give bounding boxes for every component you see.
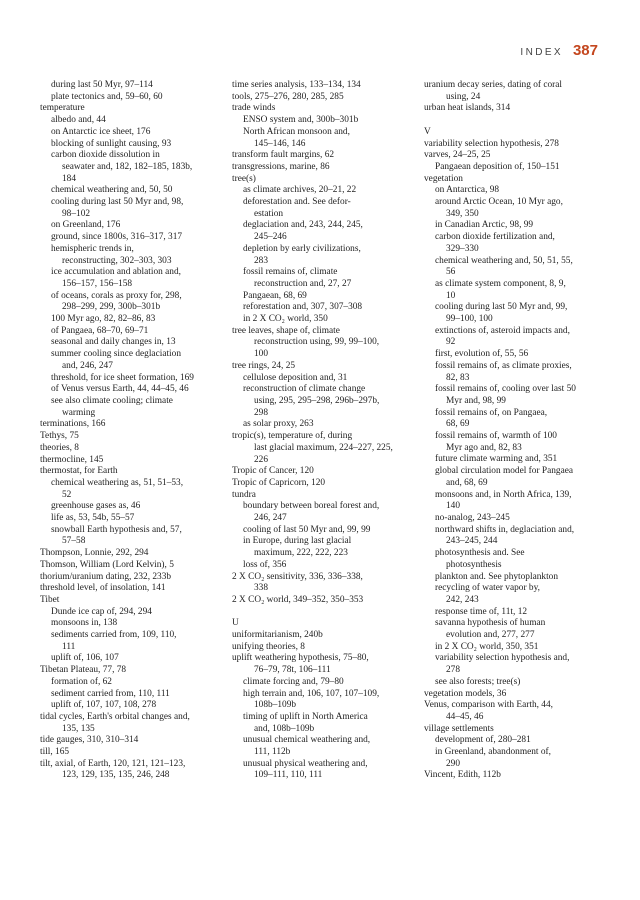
index-entry: transgressions, marine, 86	[232, 161, 330, 172]
index-entry: tropic(s), temperature of, during	[232, 431, 353, 442]
index-entry: 349, 350	[446, 208, 479, 219]
index-entry: using, 24	[446, 91, 481, 102]
index-entry: northward shifts in, deglaciation and,	[435, 524, 575, 535]
index-entry: fossil remains of, climate	[243, 267, 338, 278]
index-entry: of oceans, corals as proxy for, 298,	[51, 290, 182, 301]
index-entry: cooling during last 50 Myr and, 98,	[51, 197, 184, 208]
index-entry: tide gauges, 310, 310–314	[40, 735, 139, 746]
index-entry: on Antarctic ice sheet, 176	[51, 126, 151, 137]
index-entry: 2 X CO₂ world, 349–352, 350–353	[232, 594, 364, 605]
index-entry: plankton and. See phytoplankton	[435, 571, 559, 582]
index-entry: thorium/uranium dating, 232, 233b	[40, 571, 172, 582]
index-entry: sediment carried from, 110, 111	[51, 688, 170, 699]
index-entry: Thompson, Lonnie, 292, 294	[40, 548, 149, 559]
index-entry: thermocline, 145	[40, 454, 104, 465]
index-entry: 76–79, 78t, 106–111	[254, 665, 331, 676]
index-entry: fossil remains of, warmth of 100	[435, 431, 557, 442]
index-entry: Myr ago and, 82, 83	[446, 442, 522, 453]
index-entry: of Venus versus Earth, 44, 44–45, 46	[51, 384, 189, 395]
running-head	[520, 42, 598, 59]
index-entry: of Pangaea, 68–70, 69–71	[51, 325, 149, 336]
index-entry: threshold, for ice sheet formation, 169	[51, 372, 194, 383]
index-entry: savanna hypothesis of human	[435, 618, 546, 629]
index-entry: 82, 83	[446, 372, 470, 383]
index-entry: cellulose deposition and, 31	[243, 372, 348, 383]
index-entry: 92	[446, 337, 456, 348]
index-entry: 100 Myr ago, 82, 82–86, 83	[51, 314, 156, 325]
index-entry: Pangaean, 68, 69	[243, 290, 307, 301]
index-entry: life as, 53, 54b, 55–57	[51, 513, 135, 524]
index-column-2	[232, 80, 417, 782]
index-entry: 111	[62, 641, 76, 652]
index-entry: reconstructing, 302–303, 303	[62, 255, 172, 266]
index-entry: 298–299, 299, 300b–301b	[62, 302, 161, 313]
index-entry: 140	[446, 501, 461, 512]
index-entry: cooling of last 50 Myr and, 99, 99	[243, 524, 371, 535]
index-entry: sediments carried from, 109, 110,	[51, 630, 177, 641]
index-entry: reconstruction using, 99, 99–100,	[254, 337, 380, 348]
index-entry: cooling during last 50 Myr and, 99,	[435, 302, 568, 313]
index-entry: deforestation and. See defor-	[243, 197, 351, 208]
index-entry: tidal cycles, Earth's orbital changes and,	[40, 711, 190, 722]
index-entry: tilt, axial, of Earth, 120, 121, 121–123,	[40, 758, 186, 769]
index-entry: tree leaves, shape of, climate	[232, 325, 340, 336]
index-entry: 100	[254, 349, 269, 360]
index-entry: Pangaean deposition of, 150–151	[435, 161, 560, 172]
index-entry: 290	[446, 758, 461, 769]
index-entry: varves, 24–25, 25	[424, 150, 491, 161]
index-entry: high terrain and, 106, 107, 107–109,	[243, 688, 380, 699]
index-entry: 44–45, 46	[446, 711, 484, 722]
index-entry: 246, 247	[254, 513, 287, 524]
index-entry: in Greenland, abandonment of,	[435, 747, 551, 758]
index-entry: temperature	[40, 103, 85, 114]
index-entry: fossil remains of, on Pangaea,	[435, 407, 548, 418]
index-entry: warming	[62, 407, 96, 418]
index-entry: vegetation models, 36	[424, 688, 507, 699]
index-entry: formation of, 62	[51, 676, 112, 687]
index-entry: first, evolution of, 55, 56	[435, 349, 529, 360]
index-entry: greenhouse gases as, 46	[51, 501, 141, 512]
index-entry: photosynthesis	[446, 559, 502, 570]
index-entry: Dunde ice cap of, 294, 294	[51, 606, 152, 617]
index-entry: time series analysis, 133–134, 134	[232, 80, 361, 90]
index-entry: 56	[446, 267, 456, 278]
index-entry: no-analog, 243–245	[435, 513, 510, 523]
section-letter: U	[232, 618, 239, 629]
index-entry: boundary between boreal forest and,	[243, 501, 380, 512]
index-entry: unusual chemical weathering and,	[243, 735, 371, 746]
index-entry: evolution and, 277, 277	[446, 630, 535, 641]
index-entry: Thomson, William (Lord Kelvin), 5	[40, 559, 174, 570]
index-entry: Tropic of Capricorn, 120	[232, 477, 326, 488]
index-entry: ENSO system and, 300b–301b	[243, 115, 359, 126]
index-entry: reconstruction of climate change	[243, 384, 366, 395]
index-entry: fossil remains of, as climate proxies,	[435, 360, 572, 371]
index-entry: depletion by early civilizations,	[243, 243, 361, 254]
index-entry: 242, 243	[446, 594, 479, 605]
index-entry: Venus, comparison with Earth, 44,	[424, 700, 553, 711]
index-entry: and, 68, 69	[446, 477, 488, 488]
index-entry: extinctions of, asteroid impacts and,	[435, 325, 570, 336]
index-entry: 184	[62, 173, 77, 184]
index-entry: variability selection hypothesis and,	[435, 653, 570, 664]
index-entry: and, 108b–109b	[254, 723, 315, 734]
index-entry: 10	[446, 290, 456, 301]
index-entry: plate tectonics and, 59–60, 60	[51, 91, 163, 102]
index-entry: thermostat, for Earth	[40, 466, 118, 477]
index-entry: 99–100, 100	[446, 314, 493, 325]
index-entry: last glacial maximum, 224–227, 225,	[254, 442, 393, 453]
index-entry: 111, 112b	[254, 747, 291, 758]
index-entry: vegetation	[424, 173, 463, 184]
index-entry: uranium decay series, dating of coral	[424, 80, 563, 90]
index-entry: timing of uplift in North America	[243, 711, 368, 722]
index-entry: development of, 280–281	[435, 735, 531, 746]
index-entry: reconstruction and, 27, 27	[254, 278, 352, 289]
index-entry: loss of, 356	[243, 559, 287, 570]
index-entry: as solar proxy, 263	[243, 419, 314, 430]
index-entry: 245–246	[254, 232, 287, 243]
index-entry: Tibetan Plateau, 77, 78	[40, 665, 127, 676]
index-column-3	[424, 80, 609, 782]
index-entry: tree rings, 24, 25	[232, 360, 296, 371]
index-entry: summer cooling since deglaciation	[51, 349, 181, 360]
index-entry: 2 X CO₂ sensitivity, 336, 336–338,	[232, 571, 363, 582]
index-entry: 226	[254, 454, 269, 465]
index-entry: chemical weathering and, 50, 50	[51, 185, 173, 196]
index-entry: reforestation and, 307, 307–308	[243, 302, 363, 313]
index-entry: trade winds	[232, 103, 276, 114]
index-entry: 68, 69	[446, 419, 470, 430]
index-entry: ice accumulation and ablation and,	[51, 267, 181, 278]
index-entry: uplift of, 106, 107	[51, 653, 119, 664]
index-entry: uplift weathering hypothesis, 75–80,	[232, 653, 369, 664]
index-entry: in 2 X CO₂ world, 350	[243, 314, 328, 325]
index-entry: around Arctic Ocean, 10 Myr ago,	[435, 197, 563, 208]
index-entry: variability selection hypothesis, 278	[424, 138, 559, 149]
index-entry: uplift of, 107, 107, 108, 278	[51, 700, 157, 711]
index-entry: village settlements	[424, 723, 494, 734]
index-entry: 338	[254, 583, 269, 594]
index-entry: North African monsoon and,	[243, 126, 350, 137]
index-entry: unusual physical weathering and,	[243, 758, 368, 769]
index-entry: theories, 8	[40, 442, 79, 453]
index-entry: Tropic of Cancer, 120	[232, 466, 314, 477]
index-entry: Myr and, 98, 99	[446, 395, 506, 406]
index-entry: in 2 X CO₂ world, 350, 351	[435, 641, 539, 652]
index-entry: Tibet	[40, 594, 60, 605]
index-entry: Tethys, 75	[40, 431, 79, 442]
index-entry: monsoons and, in North Africa, 139,	[435, 489, 572, 500]
index-entry: chemical weathering as, 51, 51–53,	[51, 477, 184, 488]
index-entry: 108b–109b	[254, 700, 297, 711]
index-entry: 278	[446, 665, 461, 676]
index-entry: uniformitarianism, 240b	[232, 630, 323, 641]
index-entry: recycling of water vapor by,	[435, 583, 540, 594]
index-entry: climate forcing and, 79–80	[243, 676, 344, 687]
index-entry: 329–330	[446, 243, 479, 254]
index-entry: unifying theories, 8	[232, 641, 305, 652]
index-entry: transform fault margins, 62	[232, 150, 335, 161]
index-entry: 123, 129, 135, 135, 246, 248	[62, 770, 170, 781]
index-entry: response time of, 11t, 12	[435, 606, 528, 617]
index-entry: terminations, 166	[40, 419, 106, 430]
index-entry: seawater and, 182, 182–185, 183b,	[62, 161, 193, 172]
index-entry: snowball Earth hypothesis and, 57,	[51, 524, 182, 535]
index-entry: as climate system component, 8, 9,	[435, 278, 566, 289]
index-entry: monsoons in, 138	[51, 618, 118, 629]
index-entry: in Canadian Arctic, 98, 99	[435, 220, 534, 231]
index-entry: and, 246, 247	[62, 360, 113, 371]
index-entry: Vincent, Edith, 112b	[424, 770, 501, 781]
index-entry: deglaciation and, 243, 244, 245,	[243, 220, 363, 231]
index-entry: 109–111, 110, 111	[254, 770, 323, 781]
index-entry: 98–102	[62, 208, 91, 219]
index-entry: future climate warming and, 351	[435, 454, 558, 465]
index-entry: tundra	[232, 489, 256, 500]
index-entry: carbon dioxide dissolution in	[51, 150, 160, 161]
index-entry: 243–245, 244	[446, 536, 498, 547]
index-entry: 156–157, 156–158	[62, 278, 133, 289]
index-entry: in Europe, during last glacial	[243, 536, 352, 547]
index-entry: 145–146, 146	[254, 138, 306, 149]
index-entry: 52	[62, 489, 72, 500]
index-entry: carbon dioxide fertilization and,	[435, 232, 555, 243]
index-entry: 283	[254, 255, 269, 266]
index-entry: tree(s)	[232, 173, 256, 184]
index-entry: on Greenland, 176	[51, 220, 121, 231]
index-entry: estation	[254, 208, 284, 219]
index-column-1	[40, 80, 220, 782]
index-entry: during last 50 Myr, 97–114	[51, 80, 153, 90]
index-entry: ground, since 1800s, 316–317, 317	[51, 232, 183, 243]
index-entry: using, 295, 295–298, 296b–297b,	[254, 395, 380, 406]
index-entry: see also forests; tree(s)	[435, 676, 521, 687]
index-entry: as climate archives, 20–21, 22	[243, 185, 357, 196]
index-entry: hemispheric trends in,	[51, 243, 134, 254]
index-entry: threshold level, of insolation, 141	[40, 583, 166, 594]
page-number: 387	[572, 42, 598, 59]
index-entry: blocking of sunlight causing, 93	[51, 138, 172, 149]
index-entry: tools, 275–276, 280, 285, 285	[232, 91, 344, 102]
index-entry: 135, 135	[62, 723, 95, 734]
index-entry: maximum, 222, 222, 223	[254, 548, 348, 559]
index-entry: urban heat islands, 314	[424, 103, 511, 114]
index-entry: 57–58	[62, 536, 86, 547]
index-entry: seasonal and daily changes in, 13	[51, 337, 176, 348]
index-entry: photosynthesis and. See	[435, 548, 525, 559]
index-entry: global circulation model for Pangaea	[435, 466, 574, 477]
index-entry: till, 165	[40, 747, 70, 758]
index-entry: 298	[254, 407, 269, 418]
index-entry: on Antarctica, 98	[435, 185, 500, 196]
index-entry: see also climate cooling; climate	[51, 395, 173, 406]
section-letter: V	[424, 126, 431, 137]
index-entry: albedo and, 44	[51, 115, 106, 126]
index-entry: fossil remains of, cooling over last 50	[435, 384, 576, 395]
index-entry: chemical weathering and, 50, 51, 55,	[435, 255, 573, 266]
running-head-label: INDEX	[520, 47, 563, 58]
